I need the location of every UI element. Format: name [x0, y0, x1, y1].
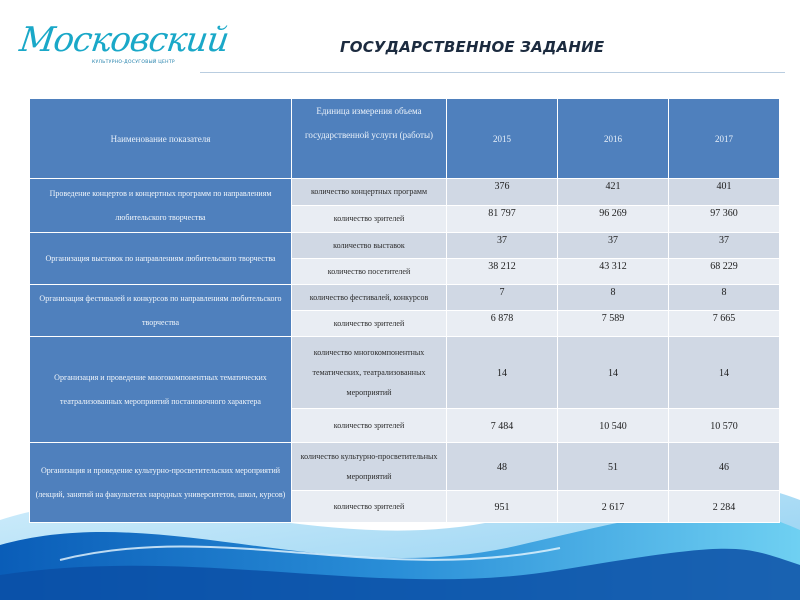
value-2016: 8	[558, 285, 669, 311]
table-row	[30, 443, 780, 491]
table-row	[30, 285, 780, 311]
value-2015: 48	[447, 443, 558, 491]
value-2016: 421	[558, 179, 669, 206]
indicator-name: Организация фестивалей и конкурсов по направлениям любительского творчества	[30, 285, 292, 337]
indicator-name: Организация и проведение культурно-просветительских мероприятий (лекций, занятий на факультетах народных университетов, школ, курсов)	[30, 443, 292, 523]
value-2016: 51	[558, 443, 669, 491]
value-2017: 2 284	[669, 491, 780, 523]
header-2015: 2015	[447, 99, 558, 179]
unit-cell: количество посетителей	[292, 259, 447, 285]
unit-cell: количество зрителей	[292, 491, 447, 523]
value-2016: 14	[558, 337, 669, 409]
value-2016: 10 540	[558, 409, 669, 443]
indicator-name: Организация выставок по направлениям любительского творчества	[30, 233, 292, 285]
header-2017: 2017	[669, 99, 780, 179]
logo-subtitle: КУЛЬТУРНО-ДОСУГОВЫЙ ЦЕНТР	[92, 60, 175, 65]
value-2017: 401	[669, 179, 780, 206]
unit-cell: количество зрителей	[292, 206, 447, 233]
indicator-name: Организация и проведение многокомпонентных тематических театрализованных мероприятий постановочного характера	[30, 337, 292, 443]
value-2015: 37	[447, 233, 558, 259]
unit-cell: количество фестивалей, конкурсов	[292, 285, 447, 311]
value-2016: 37	[558, 233, 669, 259]
page-title: ГОСУДАРСТВЕННОЕ ЗАДАНИЕ	[340, 38, 605, 56]
table-row	[30, 337, 780, 409]
value-2015: 6 878	[447, 311, 558, 337]
unit-cell: количество зрителей	[292, 409, 447, 443]
value-2017: 14	[669, 337, 780, 409]
unit-cell: количество выставок	[292, 233, 447, 259]
indicator-name: Проведение концертов и концертных программ по направлениям любительского творчества	[30, 179, 292, 233]
unit-cell: количество культурно-просветительных мероприятий	[292, 443, 447, 491]
value-2017: 8	[669, 285, 780, 311]
logo	[17, 20, 231, 82]
table-row	[30, 179, 780, 206]
value-2016: 43 312	[558, 259, 669, 285]
unit-cell: количество зрителей	[292, 311, 447, 337]
logo-script: Московский	[17, 20, 231, 60]
state-task-table	[29, 98, 780, 523]
value-2017: 10 570	[669, 409, 780, 443]
value-2017: 97 360	[669, 206, 780, 233]
value-2017: 37	[669, 233, 780, 259]
value-2017: 68 229	[669, 259, 780, 285]
value-2016: 96 269	[558, 206, 669, 233]
title-divider	[200, 72, 785, 73]
value-2017: 7 665	[669, 311, 780, 337]
header-unit: Единица измерения объема государственной услуги (работы)	[292, 99, 447, 179]
header-indicator: Наименование показателя	[30, 99, 292, 179]
value-2015: 14	[447, 337, 558, 409]
table-row	[30, 233, 780, 259]
value-2015: 376	[447, 179, 558, 206]
header-2016: 2016	[558, 99, 669, 179]
value-2017: 46	[669, 443, 780, 491]
value-2015: 38 212	[447, 259, 558, 285]
value-2016: 2 617	[558, 491, 669, 523]
unit-cell: количество многокомпонентных тематических, театрализованных мероприятий	[292, 337, 447, 409]
value-2015: 7 484	[447, 409, 558, 443]
unit-cell: количество концертных программ	[292, 179, 447, 206]
value-2015: 7	[447, 285, 558, 311]
table-header-row	[30, 99, 780, 179]
value-2015: 81 797	[447, 206, 558, 233]
value-2015: 951	[447, 491, 558, 523]
value-2016: 7 589	[558, 311, 669, 337]
